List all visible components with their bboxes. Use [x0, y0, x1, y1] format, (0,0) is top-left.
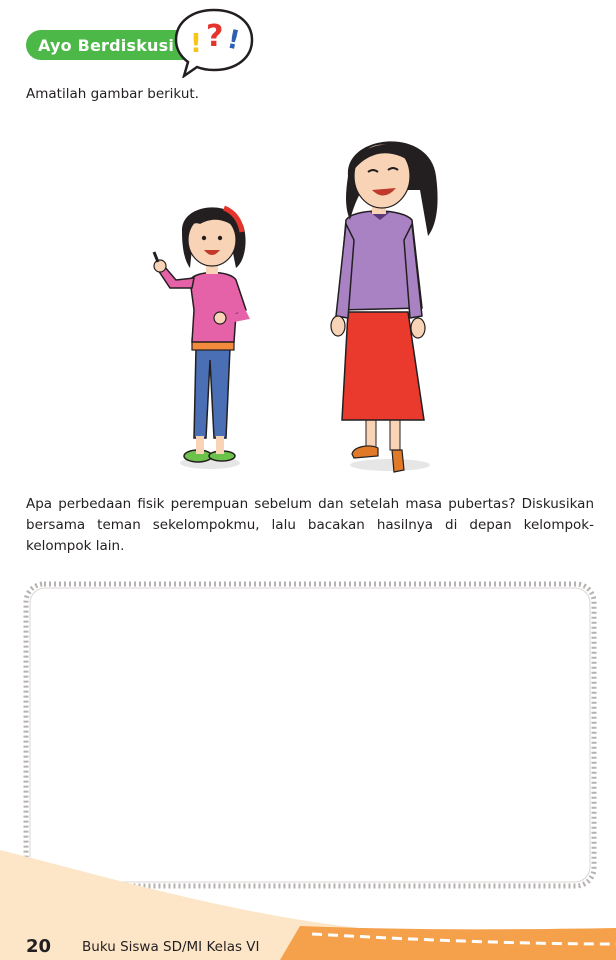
- exclamation-mark-blue: !: [224, 24, 243, 57]
- girl-and-woman-illustration: [140, 120, 460, 480]
- discussion-bubble-icon: [172, 6, 256, 78]
- section-title: Ayo Berdiskusi: [38, 35, 175, 55]
- book-title: Buku Siswa SD/MI Kelas VI: [82, 939, 260, 955]
- girl-figure: [154, 207, 246, 462]
- exclamation-mark-yellow: !: [190, 29, 202, 59]
- intro-text: Amatilah gambar berikut.: [26, 86, 199, 102]
- discussion-question: Apa perbedaan fisik perempuan sebelum dan setelah masa pubertas? Diskusikan bersama teman sekelompokmu, lalu bacakan hasilnya di depan kelompok-kelompok lain.: [26, 496, 594, 554]
- question-mark-red: ?: [206, 19, 224, 54]
- woman-figure: [331, 141, 438, 472]
- page-number: 20: [26, 936, 52, 957]
